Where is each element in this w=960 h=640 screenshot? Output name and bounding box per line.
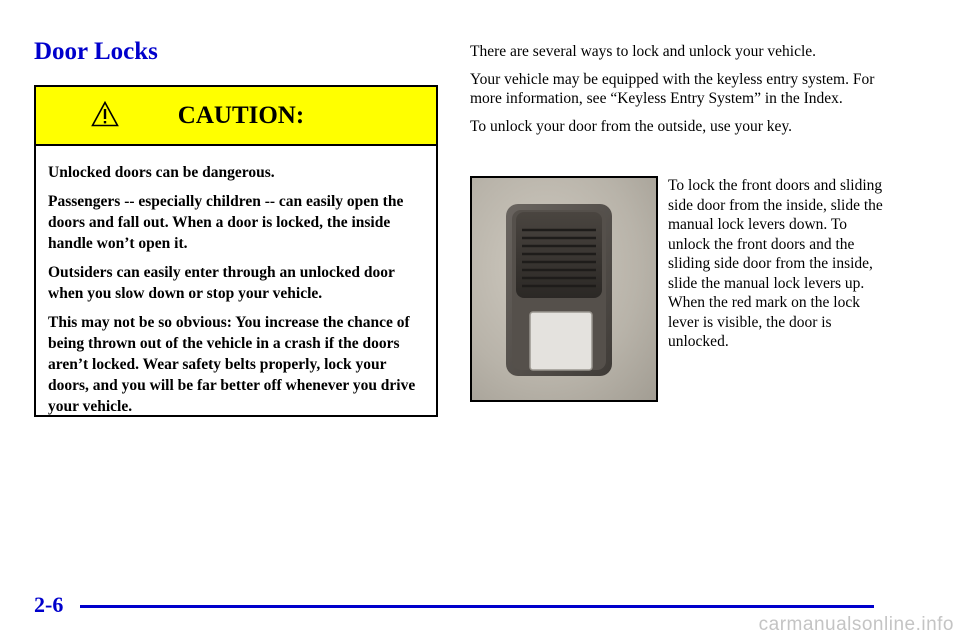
caution-paragraph: Passengers -- especially children -- can easily open the doors and fall out. When a door is locked, the inside handle won’t open it. <box>48 193 404 252</box>
caution-header <box>36 87 436 146</box>
caution-label: CAUTION: <box>177 101 305 129</box>
caution-paragraph: This may not be so obvious: You increase the chance of being thrown out of the vehicle in a crash if the doors aren’t locked. Wear safety belts properly, lock your doors, and you will be far better off whenever you drive your vehicle. <box>48 314 416 415</box>
watermark: carmanualsonline.info <box>758 614 954 635</box>
body-paragraph: There are several ways to lock and unlock your vehicle. <box>470 43 817 60</box>
caution-body <box>36 146 436 417</box>
right-column-text <box>470 42 890 145</box>
footer-divider <box>80 605 874 608</box>
photo-caption: To lock the front doors and sliding side door from the inside, slide the manual lock levers down. To unlock the front doors and the sliding side door from the inside, slide the manual lock levers up. When the red mark on the lock lever is visible, the door is unlocked. <box>668 177 883 350</box>
page-number: 2-6 <box>34 592 64 617</box>
caution-paragraph: Unlocked doors can be dangerous. <box>48 164 275 181</box>
caution-box <box>34 85 438 417</box>
door-lock-lever-photo <box>470 176 658 402</box>
lock-lever-illustration <box>472 178 656 400</box>
page-title: Door Locks <box>34 38 158 65</box>
body-paragraph: To unlock your door from the outside, use your key. <box>470 118 793 135</box>
warning-triangle-icon <box>91 101 119 127</box>
body-paragraph: Your vehicle may be equipped with the keyless entry system. For more information, see “Keyless Entry System” in the Index. <box>470 71 875 107</box>
caution-paragraph: Outsiders can easily enter through an unlocked door when you slow down or stop your vehicle. <box>48 264 395 302</box>
